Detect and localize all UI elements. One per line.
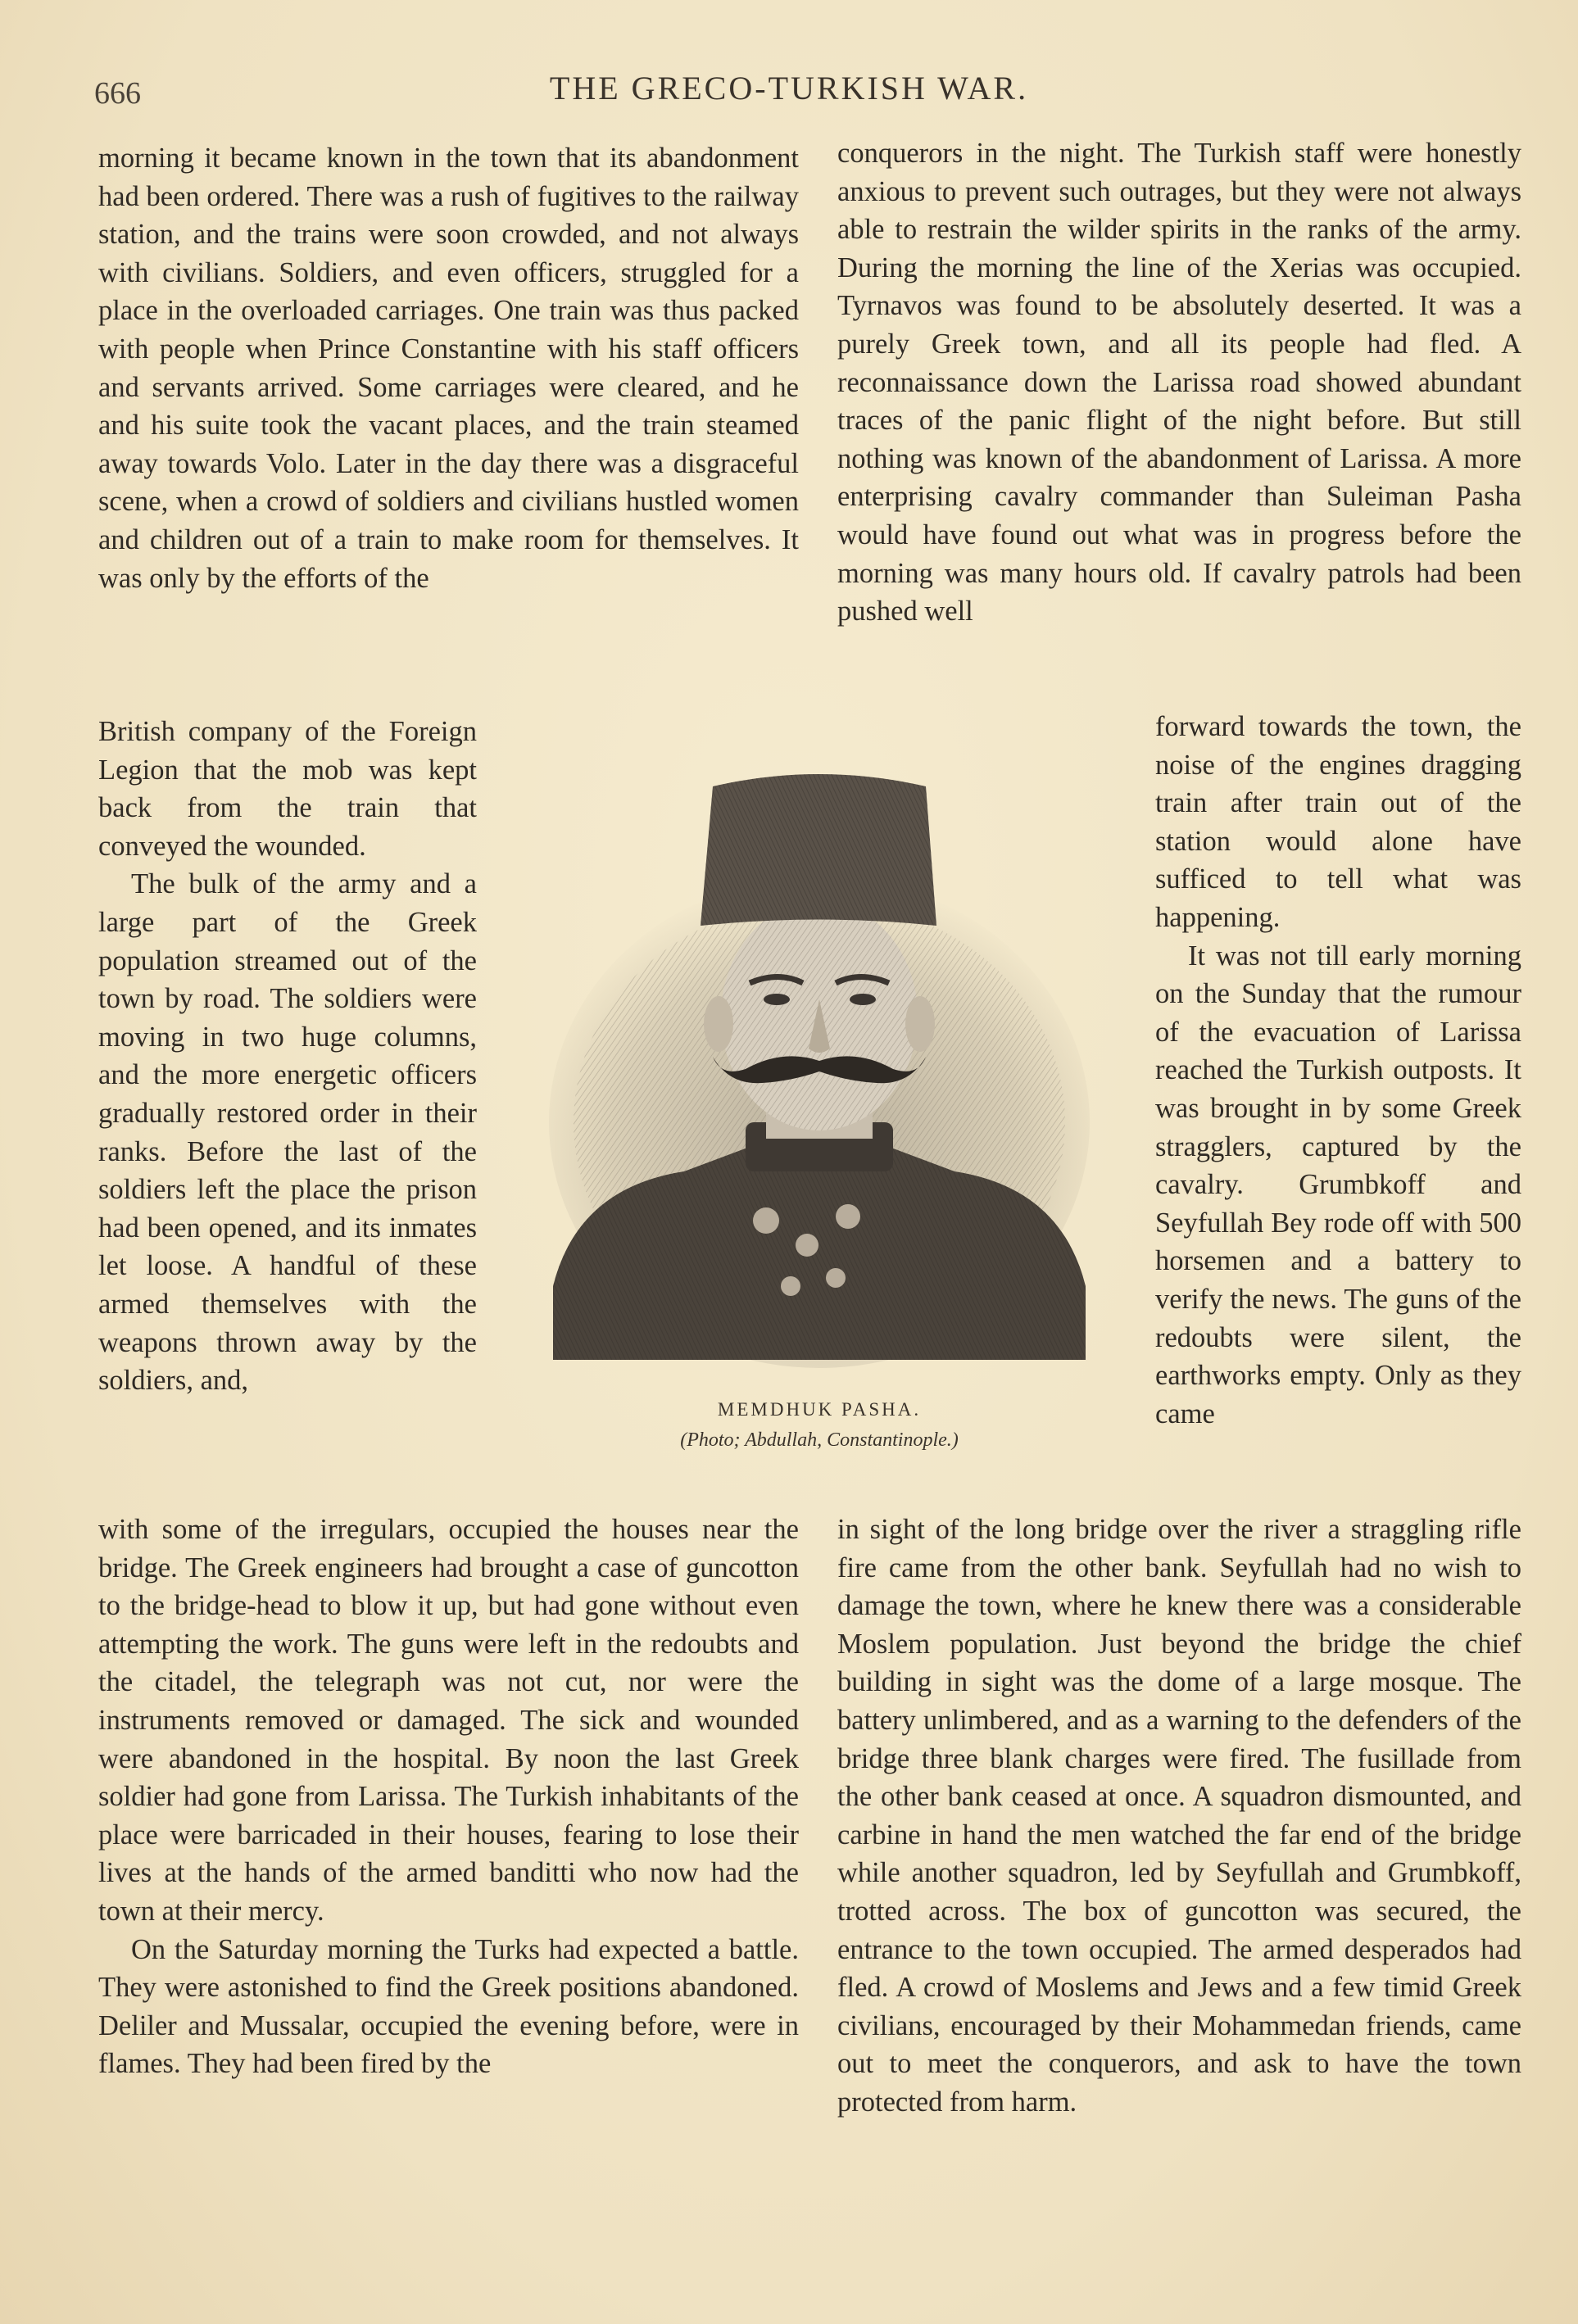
portrait-engraving bbox=[545, 762, 1094, 1384]
page-number: 666 bbox=[94, 76, 141, 111]
left-ear bbox=[704, 996, 733, 1052]
left-eye bbox=[764, 994, 790, 1005]
right-column-top bbox=[837, 134, 1521, 631]
paragraph: conquerors in the night. The Turkish staff were honestly anxious to prevent such outrages, but they were not always able to restrain the wilder spirits in the ranks of the army. During the morning the line of the Xerias was occupied. Tyrnavos was found to be absolutely deserted. It was a purely Greek town, and all its people had fled. A reconnaissance down the Larissa road showed abundant traces of the panic flight of the night before. But still nothing was known of the abandonment of Larissa. A more enterprising cavalry commander than Suleiman Pasha would have found out what was in progress before the morning was many hours old. If cavalry patrols had been pushed well bbox=[837, 138, 1521, 627]
left-column-top bbox=[98, 139, 799, 597]
right-eye bbox=[850, 994, 876, 1005]
page-header bbox=[0, 67, 1578, 116]
paragraph: The bulk of the army and a large part of the Greek population streamed out of the town by road. The soldiers were moving in two huge columns, and the more energetic officers gradually restored order in their ranks. Before the last of the soldiers left the place the prison had been opened, and its inmates let loose. A handful of these armed themselves with the weapons thrown away by the soldiers, and, bbox=[98, 868, 477, 1397]
right-ear bbox=[905, 996, 935, 1052]
paragraph: British company of the Foreign Legion that the mob was kept back from the train that conveyed the wounded. bbox=[98, 716, 477, 862]
figure-caption-credit: (Photo; Abdullah, Constantinople.) bbox=[680, 1429, 959, 1451]
fez-shading bbox=[701, 774, 936, 926]
figure-caption-name: MEMDHUK PASHA. bbox=[717, 1399, 922, 1420]
right-column-wrap bbox=[1155, 708, 1521, 1433]
running-title: THE GRECO-TURKISH WAR. bbox=[549, 70, 1029, 106]
paragraph: with some of the irregulars, occupied the houses near the bridge. The Greek engineers had brought a case of guncotton to the bridge-head to blow it up, but had gone without even attempting the work. The guns were left in the redoubts and the citadel, the telegraph was not cut, nor were the instruments removed or damaged. The sick and wounded were abandoned in the hospital. By noon the last Greek soldier had gone from Larissa. The Turkish inhabitants of the place were barricaded in their houses, fearing to lose their lives at the hands of the armed banditti who now had the town at their mercy. bbox=[98, 1514, 799, 1927]
paragraph: morning it became known in the town that its abandonment had been ordered. There was a rush of fugitives to the railway station, and the trains were soon crowded, and not always with civilians. Soldiers, and even officers, struggled for a place in the overloaded carriages. One train was thus packed with people when Prince Constantine with his staff officers and servants arrived. Some carriages were cleared, and he and his suite took the vacant places, and the train steamed away towards Volo. Later in the day there was a disgraceful scene, when a crowd of soldiers and civilians hustled women and children out of a train to make room for themselves. It was only by the efforts of the bbox=[98, 143, 799, 594]
paragraph: forward towards the town, the noise of the engines dragging train after train out of the station would alone have sufficed to tell what was happening. bbox=[1155, 711, 1521, 933]
right-column-bottom bbox=[837, 1511, 1521, 2122]
left-column-wrap bbox=[98, 713, 477, 1400]
paragraph: On the Saturday morning the Turks had expected a battle. They were astonished to find the Greek positions abandoned. Deliler and Mussalar, occupied the evening before, were in flames. They had been fired by the bbox=[98, 1933, 799, 2080]
left-column-bottom bbox=[98, 1511, 799, 2083]
paragraph: in sight of the long bridge over the river a straggling rifle fire came from the other bank. Seyfullah had no wish to damage the town, where he knew there was a considerable Moslem population. Just beyond the bridge the chief building in sight was the dome of a large mosque. The battery unlimbered, and as a warning to the defenders of the bridge three blank charges were fired. The fusillade from the other bank ceased at once. A squadron dismounted, and carbine in hand the men watched the far end of the bridge while another squadron, led by Seyfullah and Grumbkoff, trotted across. The box of guncotton was secured, the entrance to the town occupied. The armed desperados had fled. A crowd of Moslems and Jews and a few timid Greek civilians, encouraged by their Mohammedan friends, came out to meet the conquerors, and ask to have the town protected from harm. bbox=[837, 1514, 1521, 2118]
paragraph: It was not till early morning on the Sunday that the rumour of the evacuation of Larissa reached the Turkish outposts. It was brought in by some Greek stragglers, captured by the cavalry. Grumbkoff and Seyfullah Bey rode off with 500 horsemen and a battery to verify the news. The guns of the redoubts were silent, the earthworks empty. Only as they came bbox=[1155, 940, 1521, 1429]
